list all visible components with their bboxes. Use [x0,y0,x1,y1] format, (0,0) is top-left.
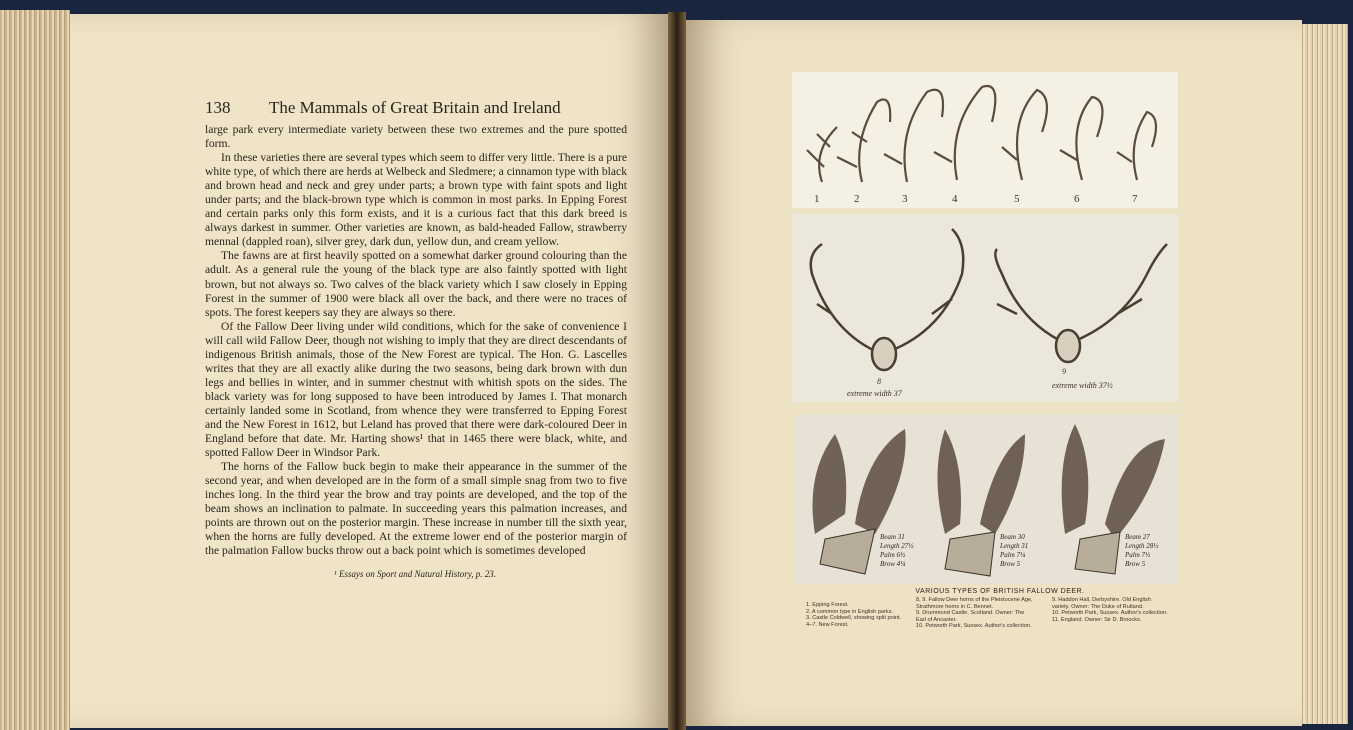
left-page-edges [0,10,70,730]
paragraph: In these varieties there are several types which seem to differ very little. There is a pure white type, of which there are herds at Welbeck and Sledmere; a cinnamon type with black and brown head and neck and grey under parts; a brown type with faint spots and light under parts; and the black-brown type which is common in most parks. In Epping Forest and certain parks only this form exists, and it is a curious fact that this dark breed is always darkest in summer. Other varieties are known, as bald-headed Fallow, strawberry mennal (dappled roan), silver grey, dark dun, yellow dun, and cream yellow. [205,151,627,249]
skull-10 [820,529,875,574]
skull-11 [945,532,995,576]
paragraph: The fawns are at first heavily spotted on a somewhat darker ground colouring than the adult. As a general rule the young of the black type are also faintly spotted with light brown, but not always so. Two calves of the black variety which I saw closely in Epping Forest in the summer of 1900 were black all over the back, and there were no traces of spots. The forest keepers say they are always so there. [205,249,627,319]
right-page-edges [1300,24,1348,724]
caption-middle [916,597,1033,630]
caption-line: 11. England. Owner: Sir D. Broocks. [1052,616,1142,623]
caption-line: 2. A common type in English parks. [806,608,894,615]
caption-line: 4–7. New Forest. [806,621,849,628]
caption-line: variety. Owner: The Duke of Rutland. [1052,603,1144,610]
measurement-note: Length 27½ [880,542,914,550]
plate-top-antlers [792,72,1178,208]
head-10-antlers [813,429,906,534]
plate-bottom-heads [795,414,1179,584]
caption-line: 3. Castle Coldwell, showing split point. [806,615,902,622]
antler-5 [1002,90,1047,180]
antler-number: 7 [1132,193,1138,205]
skull-drawings [792,214,1179,402]
caption-line: 8, 9. Fallow Deer horns of the Pleistocene Age, [916,597,1033,603]
head-9-antlers [995,244,1167,344]
measurement-note: Brow 5 [1000,560,1021,568]
caption-line: Earl of Ancaster. [916,616,957,623]
paragraph: The horns of the Fallow buck begin to make their appearance in the summer of the second year, and when developed are in the form of a small simple snag from two to five inches long. In the third year the brow and tray points are developed, and the top of the beam shows an inclination to palmate. In succeeding years this palmation increases, and points are thrown out on the posterior margin. These increase in number till the sixth year, when the horns are fully developed. At the extreme lower end of the posterior margin of the palmation Fallow bucks throw out a back point which is sometimes developed [205,460,627,558]
caption-line: 1. Epping Forest. [806,602,849,608]
antler-7 [1117,112,1156,180]
skull-12 [1075,532,1120,574]
antler-number: 2 [854,193,860,205]
skull-8 [872,338,896,370]
antler-number: 1 [814,193,820,205]
measurement-note: Brow 4¼ [880,560,906,568]
caption-left [806,602,901,628]
measurement-note: Beam 27 [1125,533,1150,541]
book-gutter [668,12,686,730]
measurement-note: Brow 5 [1125,560,1146,568]
mid-label-8: extreme width 37 [847,389,902,398]
antler-6 [1060,97,1102,180]
measurement-note: Beam 30 [1000,533,1025,541]
antler-2 [837,100,890,183]
mid-label-9: extreme width 37½ [1052,381,1113,390]
caption-line: 10. Petworth Park, Sussex. Author's collection. [916,623,1032,630]
plate-middle-heads [792,214,1179,402]
body-text [205,123,627,558]
plate-title: VARIOUS TYPES OF BRITISH FALLOW DEER. [915,588,1085,595]
head-photos [795,414,1179,584]
caption-line: Strathmore horns in C. Bennet. [916,603,994,610]
measurement-note: Palm 6½ [880,551,906,559]
head-8-antlers [811,229,964,354]
measurement-note: Length 31 [1000,542,1029,550]
antler-number: 4 [952,193,958,205]
antler-3 [884,90,943,182]
footnote: ¹ Essays on Sport and Natural History, p. 23. [334,569,496,579]
caption-right [1052,597,1168,623]
caption-line: 9. Drummond Castle, Scotland. Owner: The [916,610,1025,617]
caption-line: 9. Haddon Hall, Derbyshire. Old English [1052,597,1151,603]
head-11-antlers [938,429,1026,534]
antler-1 [807,127,837,182]
measurement-note: Palm 7½ [1125,551,1151,559]
antler-drawings-row [792,72,1178,208]
antler-number: 6 [1074,193,1080,205]
running-head-title: The Mammals of Great Britain and Ireland [268,98,561,117]
page-number: 138 [205,98,231,117]
antler-number: 3 [902,193,908,205]
paragraph: large park every intermediate variety between these two extremes and the pure spotted form. [205,123,627,151]
paragraph: Of the Fallow Deer living under wild conditions, which for the sake of convenience I will call wild Fallow Deer, though not wishing to imply that they are direct descendants of indigenous British animals, those of the New Forest are typical. The Hon. G. Lascelles writes that they are all exactly alike during the two seasons, being dark brown with dun legs and bellies in winter, and in summer chestnut with whitish spots on the sides. The black variety was for long supposed to have been introduced by James I. That monarch certainly landed some in Scotland, from whence they were transferred to Epping Forest and the New Forest in 1612, but Leland has proved that there were dark-coloured Deer in England before that date. Mr. Harting shows¹ that in 1465 there were black, white, and spotted Fallow Deer in Windsor Park. [205,319,627,460]
mid-number-9: 9 [1062,367,1066,376]
running-header [205,98,625,118]
antler-number: 5 [1014,193,1020,205]
head-12-antlers [1062,424,1165,539]
skull-9 [1056,330,1080,362]
caption-line: 10. Petworth Park, Sussex. Author's collection. [1052,610,1168,617]
measurement-note: Palm 7¼ [1000,551,1026,559]
measurement-note: Length 28½ [1125,542,1159,550]
mid-number-8: 8 [877,377,881,386]
measurement-note: Beam 31 [880,533,905,541]
